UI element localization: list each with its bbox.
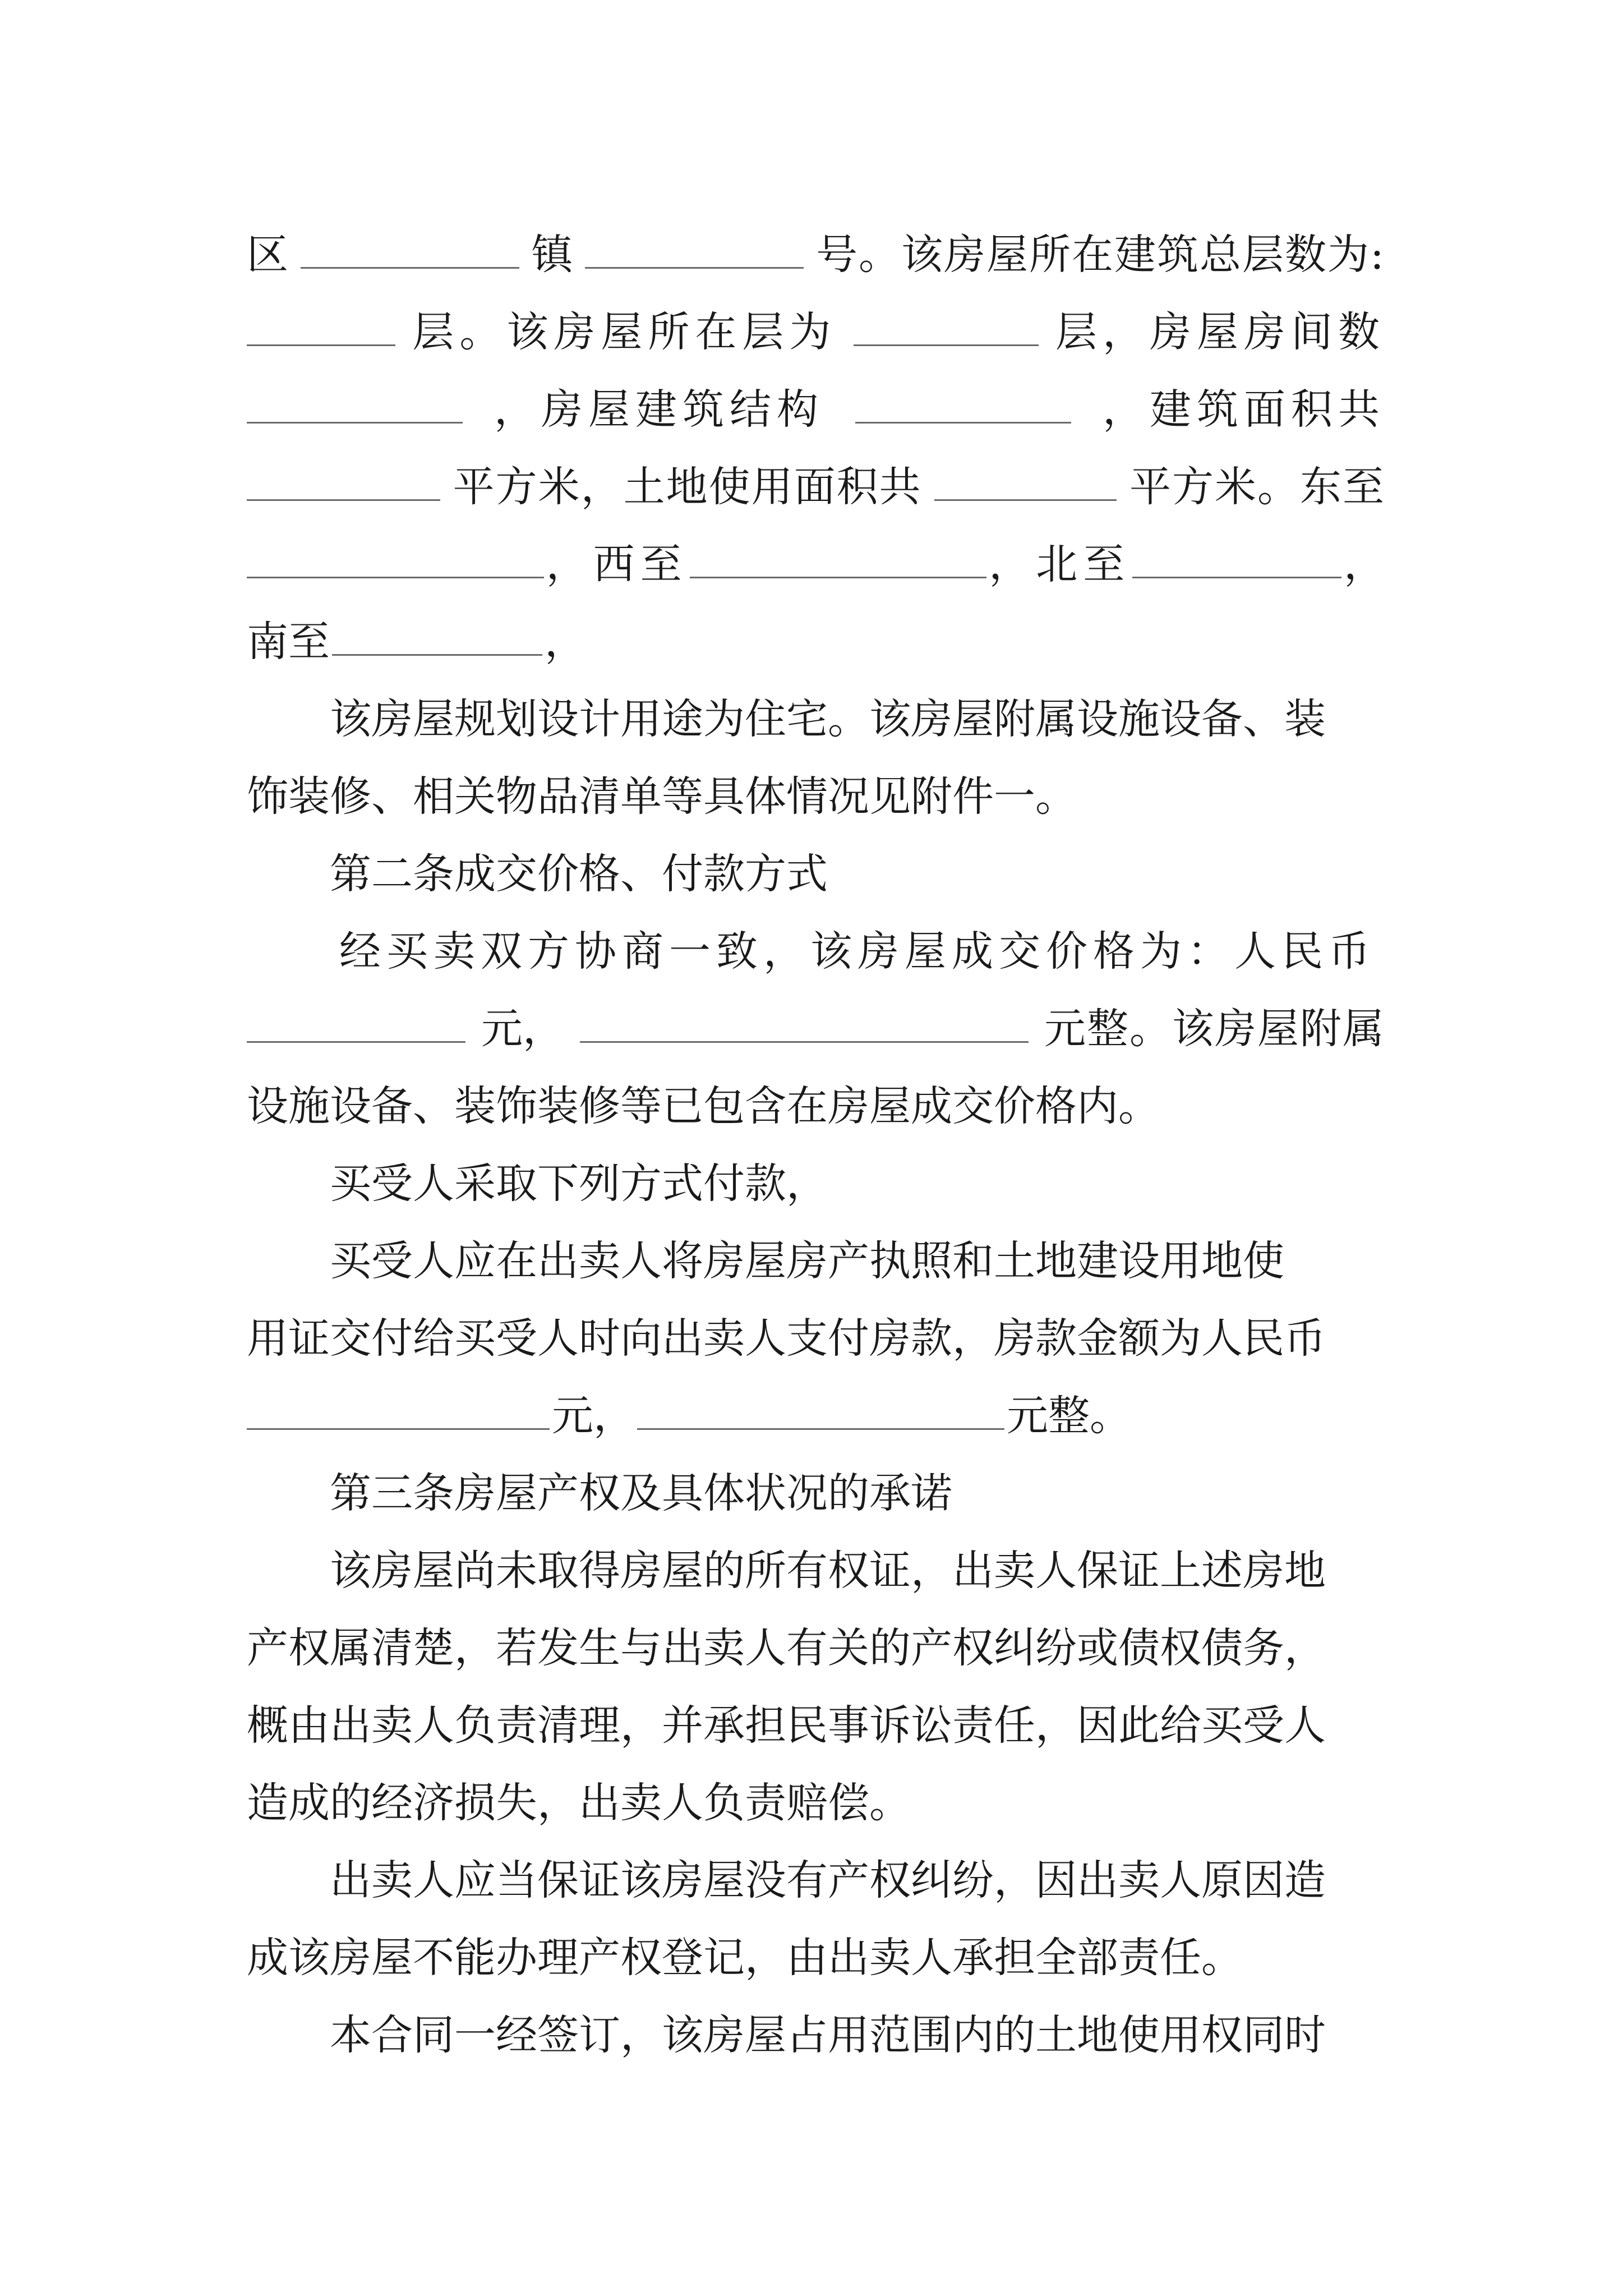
paragraph-line: 设施设备、装饰装修等已包含在房屋成交价格内。 <box>247 1082 1160 1130</box>
text: 镇 <box>531 231 573 279</box>
blank-field <box>247 1000 465 1043</box>
text: 层，房屋房间数 <box>1055 308 1385 356</box>
section-heading-2: 第二条成交价格、付款方式 <box>330 850 828 898</box>
paragraph-line: 用证交付给买受人时向出卖人支付房款，房款金额为人民币 <box>247 1314 1326 1363</box>
paragraph-line: 造成的经济损失，出卖人负责赔偿。 <box>247 1779 911 1827</box>
text: ， <box>545 618 586 666</box>
contract-page <box>247 216 1385 2074</box>
blank-field <box>637 1387 1004 1430</box>
blank-field <box>247 380 463 424</box>
text: 元， <box>552 1392 635 1440</box>
blank-field <box>301 226 519 269</box>
blank-field <box>247 1387 550 1430</box>
text: ，房屋建筑结构 <box>494 385 824 434</box>
line-2 <box>247 293 1385 371</box>
line-5 <box>247 526 1385 603</box>
paragraph-line: 产权属清楚，若发生与出卖人有关的产权纠纷或债权债务， <box>247 1624 1326 1672</box>
paragraph-line: 饰装修、相关物品清单等具体情况见附件一。 <box>247 772 1077 821</box>
text: ，建筑面积共 <box>1103 385 1385 434</box>
text: 元整。 <box>1007 1392 1131 1440</box>
blank-field <box>580 1000 1029 1043</box>
text: 区 <box>247 231 288 279</box>
line-3 <box>247 371 1385 448</box>
blank-field <box>1132 535 1341 578</box>
text: 平方米。东至 <box>1129 463 1385 511</box>
section-heading-3: 第三条房屋产权及具体状况的承诺 <box>330 1469 952 1517</box>
paragraph-line <box>247 913 1385 990</box>
paragraph-line: 该房屋规划设计用途为住宅。该房屋附属设施设备、装 <box>330 695 1326 743</box>
blank-field <box>247 303 395 346</box>
paragraph-line: 本合同一经签订，该房屋占用范围内的土地使用权同时 <box>330 2011 1326 2059</box>
paragraph-line: 出卖人应当保证该房屋没有产权纠纷，因出卖人原因造 <box>330 1856 1326 1904</box>
text: 号。该房屋所在建筑总层数为: <box>816 231 1385 279</box>
blank-field <box>585 226 804 269</box>
text: 元整。该房屋附属 <box>1044 1005 1385 1053</box>
paragraph-line: 成该房屋不能办理产权登记，由出卖人承担全部责任。 <box>247 1934 1243 1982</box>
text: 元， <box>481 1005 564 1053</box>
blank-field <box>690 535 987 578</box>
paragraph-line: 概由出卖人负责清理，并承担民事诉讼责任，因此给买受人 <box>247 1701 1326 1750</box>
blank-field <box>855 380 1071 424</box>
text: ，北至 <box>989 540 1131 588</box>
text: ，西至 <box>546 540 688 588</box>
line-4 <box>247 448 1385 526</box>
text: 平方米，土地使用面积共 <box>453 463 922 511</box>
line-11 <box>247 990 1385 1068</box>
blank-field <box>934 458 1117 501</box>
blank-field <box>247 458 440 501</box>
text: ， <box>1344 540 1385 588</box>
paragraph-line: 买受人采取下列方式付款， <box>330 1159 828 1208</box>
text: 经买卖双方协商一致，该房屋成交价格为：人民币 <box>339 927 1376 976</box>
paragraph-line: 该房屋尚未取得房屋的所有权证，出卖人保证上述房地 <box>330 1547 1326 1595</box>
line-1 <box>247 216 1385 293</box>
text: 层。该房屋所在层为 <box>412 308 837 356</box>
paragraph-line: 买受人应在出卖人将房屋房产执照和土地建设用地使 <box>330 1237 1284 1285</box>
blank-field <box>854 303 1039 346</box>
blank-field <box>247 535 544 578</box>
blank-field <box>332 613 542 656</box>
text: 南至 <box>247 618 330 666</box>
line-16 <box>247 1377 1385 1455</box>
line-6 <box>247 603 1385 680</box>
